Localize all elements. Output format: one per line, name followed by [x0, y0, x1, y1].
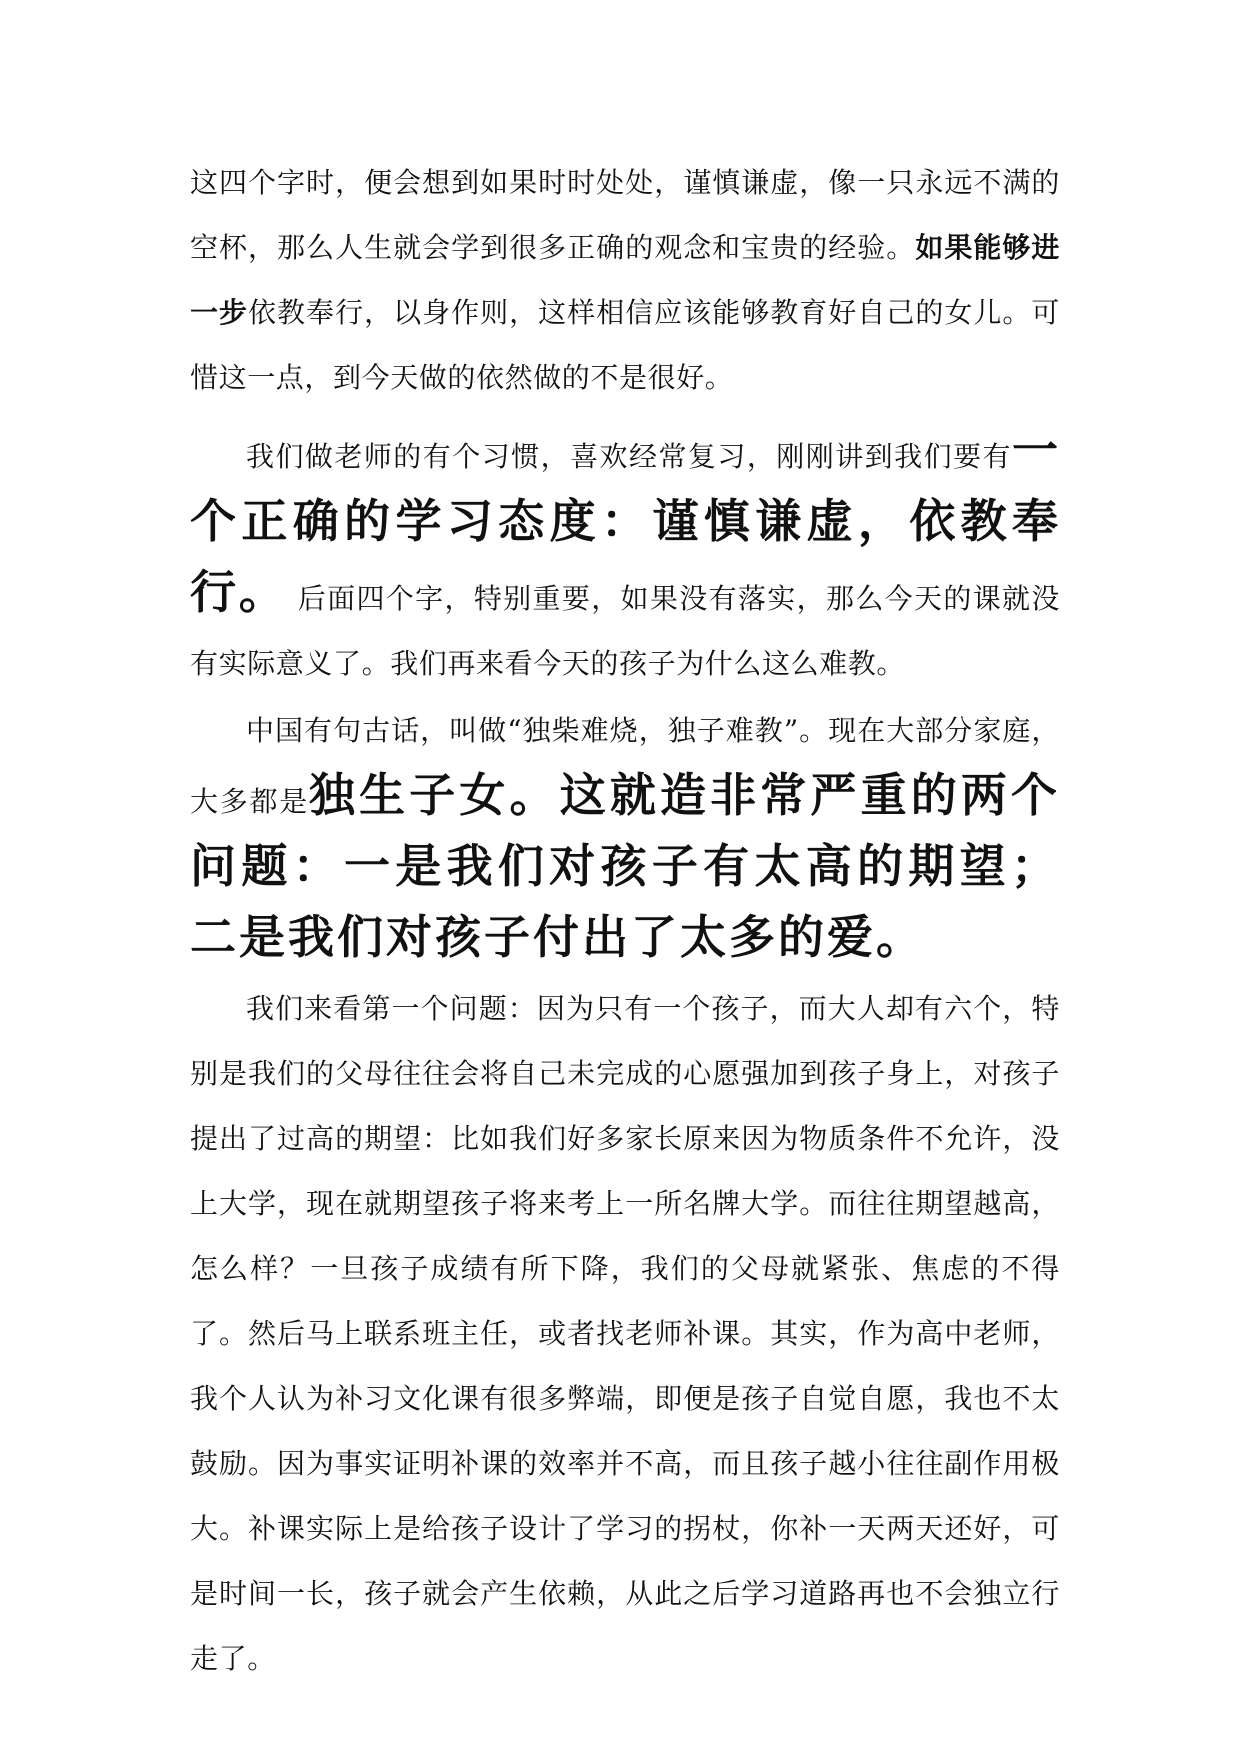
paragraph-1-text-b: 依教奉行，以身作则，这样相信应该能够教育好自己的女儿。可惜这一点，到今天做的依然做的不是很好。: [190, 296, 1060, 394]
document-page: [190, 150, 1060, 1691]
paragraph-3: [190, 698, 1060, 976]
paragraph-2-text-a: 我们做老师的有个习惯，喜欢经常复习，刚刚讲到我们要有: [246, 440, 1012, 473]
paragraph-2-text-b: 后面四个字，特别重要，如果没有落实，那么今天的课就没有实际意义了。我们再来看今天的孩子为什么这么难教。: [190, 582, 1061, 680]
paragraph-1-text-a: 这四个字时，便会想到如果时时处处，谨慎谦虚，像一只永远不满的空杯，那么人生就会学到很多正确的观念和宝贵的经验。: [190, 166, 1060, 264]
paragraph-2: [190, 418, 1060, 696]
paragraph-3-text-a: 中国有句古话，叫做“独柴难烧，独子难教”。现在大部分家庭，大多都是: [190, 714, 1060, 818]
paragraph-1-bold-text: 如果能够进一步: [190, 231, 1060, 329]
paragraph-1: [190, 150, 1060, 410]
paragraph-3-emphasis: 独生子女。这就造非常严重的两个问题：一是我们对孩子有太高的期望；二是我们对孩子付出了太多的爱。: [190, 768, 1061, 964]
paragraph-4: 我们来看第一个问题：因为只有一个孩子，而大人却有六个，特别是我们的父母往往会将自己未完成的心愿强加到孩子身上，对孩子提出了过高的期望：比如我们好多家长原来因为物质条件不允许，没上大学，现在就期望孩子将来考上一所名牌大学。而往往期望越高，怎么样？一旦孩子成绩有所下降，我们的父母就紧张、焦虑的不得了。然后马上联系班主任，或者找老师补课。其实，作为高中老师，我个人认为补习文化课有很多弊端，即便是孩子自觉自愿，我也不太鼓励。因为事实证明补课的效率并不高，而且孩子越小往往副作用极大。补课实际上是给孩子设计了学习的拐杖，你补一天两天还好，可是时间一长，孩子就会产生依赖，从此之后学习道路再也不会独立行走了。: [190, 992, 1060, 1675]
paragraph-2-emphasis: 一个正确的学习态度：谨慎谦虚，依教奉行。: [190, 423, 1060, 619]
